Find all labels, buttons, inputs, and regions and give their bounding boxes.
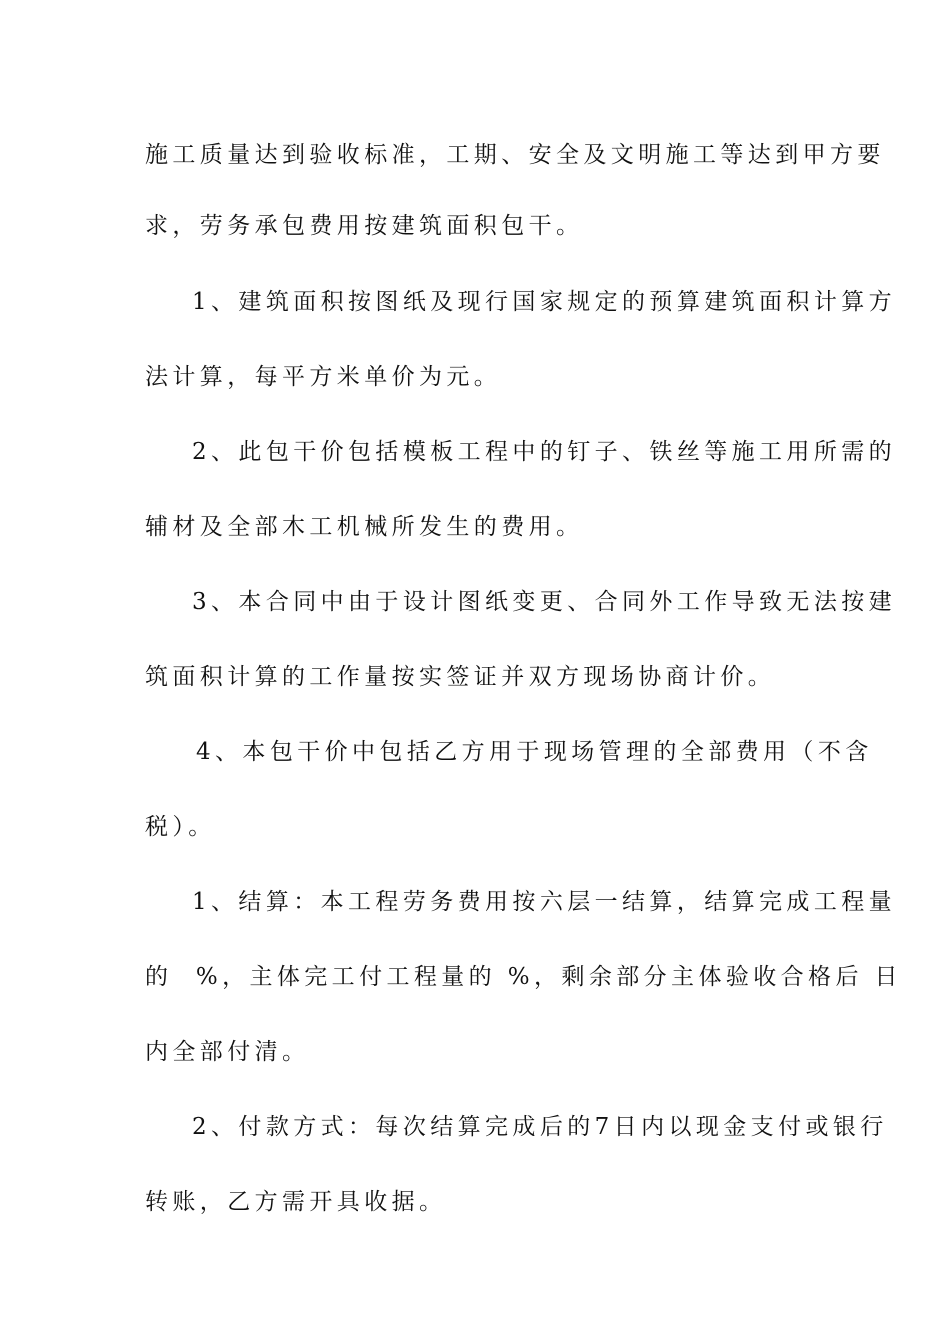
paragraph-line: 内全部付清。 (145, 1039, 310, 1065)
paragraph-line: 筑面积计算的工作量按实签证并双方现场协商计价。 (145, 664, 776, 690)
paragraph-line: 的 %，主体完工付工程量的 %，剩余部分主体验收合格后 日 (145, 964, 902, 990)
paragraph-line: 求，劳务承包费用按建筑面积包干。 (145, 213, 584, 239)
paragraph-line: 2、付款方式：每次结算完成后的7日内以现金支付或银行 (192, 1114, 888, 1140)
paragraph-line: 3、本合同中由于设计图纸变更、合同外工作导致无法按建 (192, 589, 897, 615)
paragraph-line: 税）。 (145, 814, 216, 840)
paragraph-line: 4、本包干价中包括乙方用于现场管理的全部费用（不含 (196, 739, 873, 765)
paragraph-line: 2、此包干价包括模板工程中的钉子、铁丝等施工用所需的 (192, 439, 897, 465)
paragraph-line: 辅材及全部木工机械所发生的费用。 (145, 514, 584, 540)
paragraph-line: 转账，乙方需开具收据。 (145, 1189, 447, 1215)
paragraph-line: 1、结算：本工程劳务费用按六层一结算，结算完成工程量 (192, 889, 897, 915)
paragraph-line: 施工质量达到验收标准，工期、安全及文明施工等达到甲方要 (145, 142, 885, 168)
paragraph-line: 法计算，每平方米单价为元。 (145, 364, 502, 390)
paragraph-line: 1、建筑面积按图纸及现行国家规定的预算建筑面积计算方 (192, 289, 897, 315)
